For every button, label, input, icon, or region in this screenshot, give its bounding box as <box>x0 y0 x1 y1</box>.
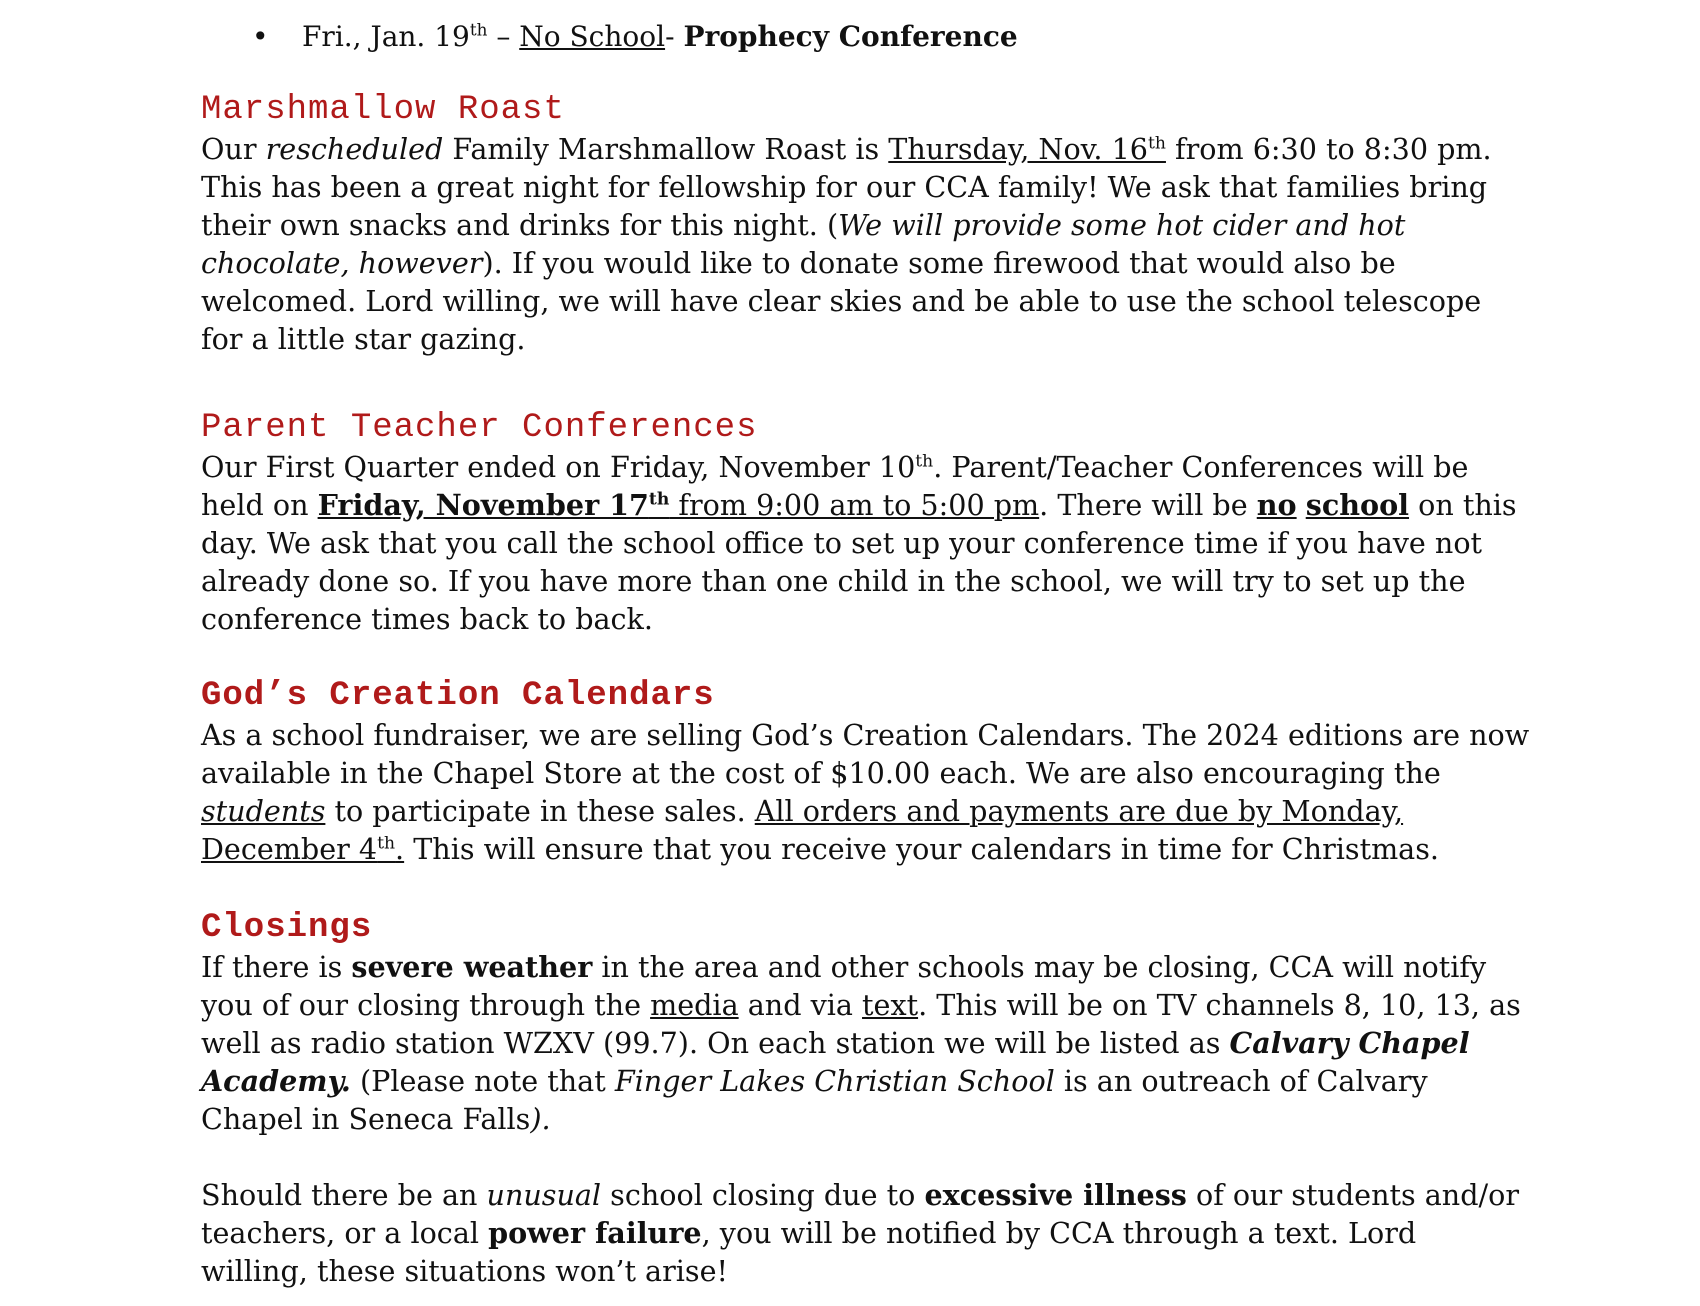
text-run: Should there be an <box>201 1178 487 1212</box>
text-run: . Parent/Teacher Conferences will be held on <box>201 450 1469 522</box>
marshmallow-roast-section <box>201 90 1531 358</box>
no-school-text: No School <box>519 20 666 53</box>
text-run: ). If you would like to donate some firewood that would also be welcomed. Lord willing, we will have clear skies and be able to use the school telescope for a little star gazing. <box>201 246 1482 356</box>
calendar-bullet-item <box>252 18 1018 56</box>
students-text: students <box>201 794 326 828</box>
conference-time-text: from 9:00 am to 5:00 pm <box>669 488 1040 522</box>
text-run: is an outreach of Calvary Chapel in Seneca Falls <box>201 1064 1428 1136</box>
text-run: (Please note that <box>350 1064 615 1098</box>
cider-note-text: We will provide some hot cider and hot chocolate, however <box>201 208 1406 280</box>
text-run: of our students and/or teachers, or a local <box>201 1178 1520 1250</box>
text-run: Our <box>201 132 266 166</box>
text-run <box>1297 488 1306 522</box>
bullet-date: Fri., Jan. 19 <box>302 20 470 53</box>
academy-name-text: Calvary Chapel Academy. <box>201 1026 1470 1098</box>
deadline-suffix: th <box>377 833 396 854</box>
text-run: on this day. We ask that you call the school office to set up your conference time if you have not already done so. If you have more than one child in the school, we will try to set up the conference times back to back. <box>201 488 1517 636</box>
deadline-period: . <box>395 832 405 866</box>
excessive-illness-text: excessive illness <box>924 1178 1187 1212</box>
text-run: and via <box>738 988 863 1022</box>
roast-date-suffix: th <box>1148 133 1166 154</box>
text-run: As a school fundraiser, we are selling God’s Creation Calendars. The 2024 editions are now available in the Chapel Store at the cost of $10.00 each. We are also encouraging the <box>201 718 1530 790</box>
bullet-separator: - <box>665 20 684 53</box>
roast-date-text: Thursday, Nov. 16 <box>888 132 1148 166</box>
power-failure-text: power failure <box>488 1216 702 1250</box>
roast-date <box>888 132 1166 166</box>
text-link-text: text <box>862 988 919 1022</box>
unusual-text: unusual <box>486 1178 602 1212</box>
conference-date-text: Friday, November 17 <box>317 488 649 522</box>
text-run: in the area and other schools may be closing, CCA will notify you of our closing through the <box>201 950 1487 1022</box>
text-run: This will ensure that you receive your calendars in time for Christmas. <box>404 832 1439 866</box>
marshmallow-roast-heading: Marshmallow Roast <box>201 91 565 129</box>
text-run: ). <box>530 1102 551 1136</box>
school-text: school <box>1305 488 1410 522</box>
closings-heading: Closings <box>201 909 373 947</box>
rescheduled-text: rescheduled <box>265 132 444 166</box>
conference-date-suffix: th <box>648 489 670 510</box>
calendars-paragraph <box>201 716 1531 868</box>
prophecy-conference-text: Prophecy Conference <box>683 20 1018 53</box>
severe-weather-text: severe weather <box>351 950 593 984</box>
text-run: from 6:30 to 8:30 pm. This has been a great night for fellowship for our CCA family! We ask that families bring their own snacks and drinks for this night. ( <box>201 132 1492 242</box>
unusual-closing-paragraph <box>201 1176 1531 1290</box>
conference-date <box>318 488 1040 522</box>
text-run: school closing due to <box>601 1178 925 1212</box>
bullet-dash: – <box>487 20 520 53</box>
media-text: media <box>650 988 739 1022</box>
text-run: If there is <box>201 950 352 984</box>
text-run: to participate in these sales. <box>325 794 755 828</box>
date-suffix: th <box>915 451 934 472</box>
calendars-heading: God’s Creation Calendars <box>201 677 715 715</box>
calendars-section <box>201 676 1531 868</box>
bullet-icon: • <box>252 20 269 53</box>
deadline-text: All orders and payments are due by Monday, December 4 <box>201 794 1404 866</box>
flcs-name-text: Finger Lakes Christian School <box>614 1064 1055 1098</box>
text-run: . This will be on TV channels 8, 10, 13, as well as radio station WZXV (99.7). On each station we will be listed as <box>201 988 1521 1060</box>
text-run: . There will be <box>1039 488 1257 522</box>
conferences-section <box>201 408 1531 638</box>
bullet-date-suffix: th <box>469 19 488 40</box>
conferences-paragraph <box>201 448 1531 638</box>
marshmallow-roast-paragraph <box>201 130 1531 358</box>
no-text: no <box>1256 488 1297 522</box>
conferences-heading: Parent Teacher Conferences <box>201 409 758 447</box>
text-run: Family Marshmallow Roast is <box>443 132 889 166</box>
closings-section <box>201 908 1531 1290</box>
text-run: Our First Quarter ended on Friday, November 10 <box>201 450 916 484</box>
text-run: , you will be notified by CCA through a text. Lord willing, these situations won’t arise! <box>201 1216 1417 1288</box>
closings-paragraph <box>201 948 1531 1138</box>
